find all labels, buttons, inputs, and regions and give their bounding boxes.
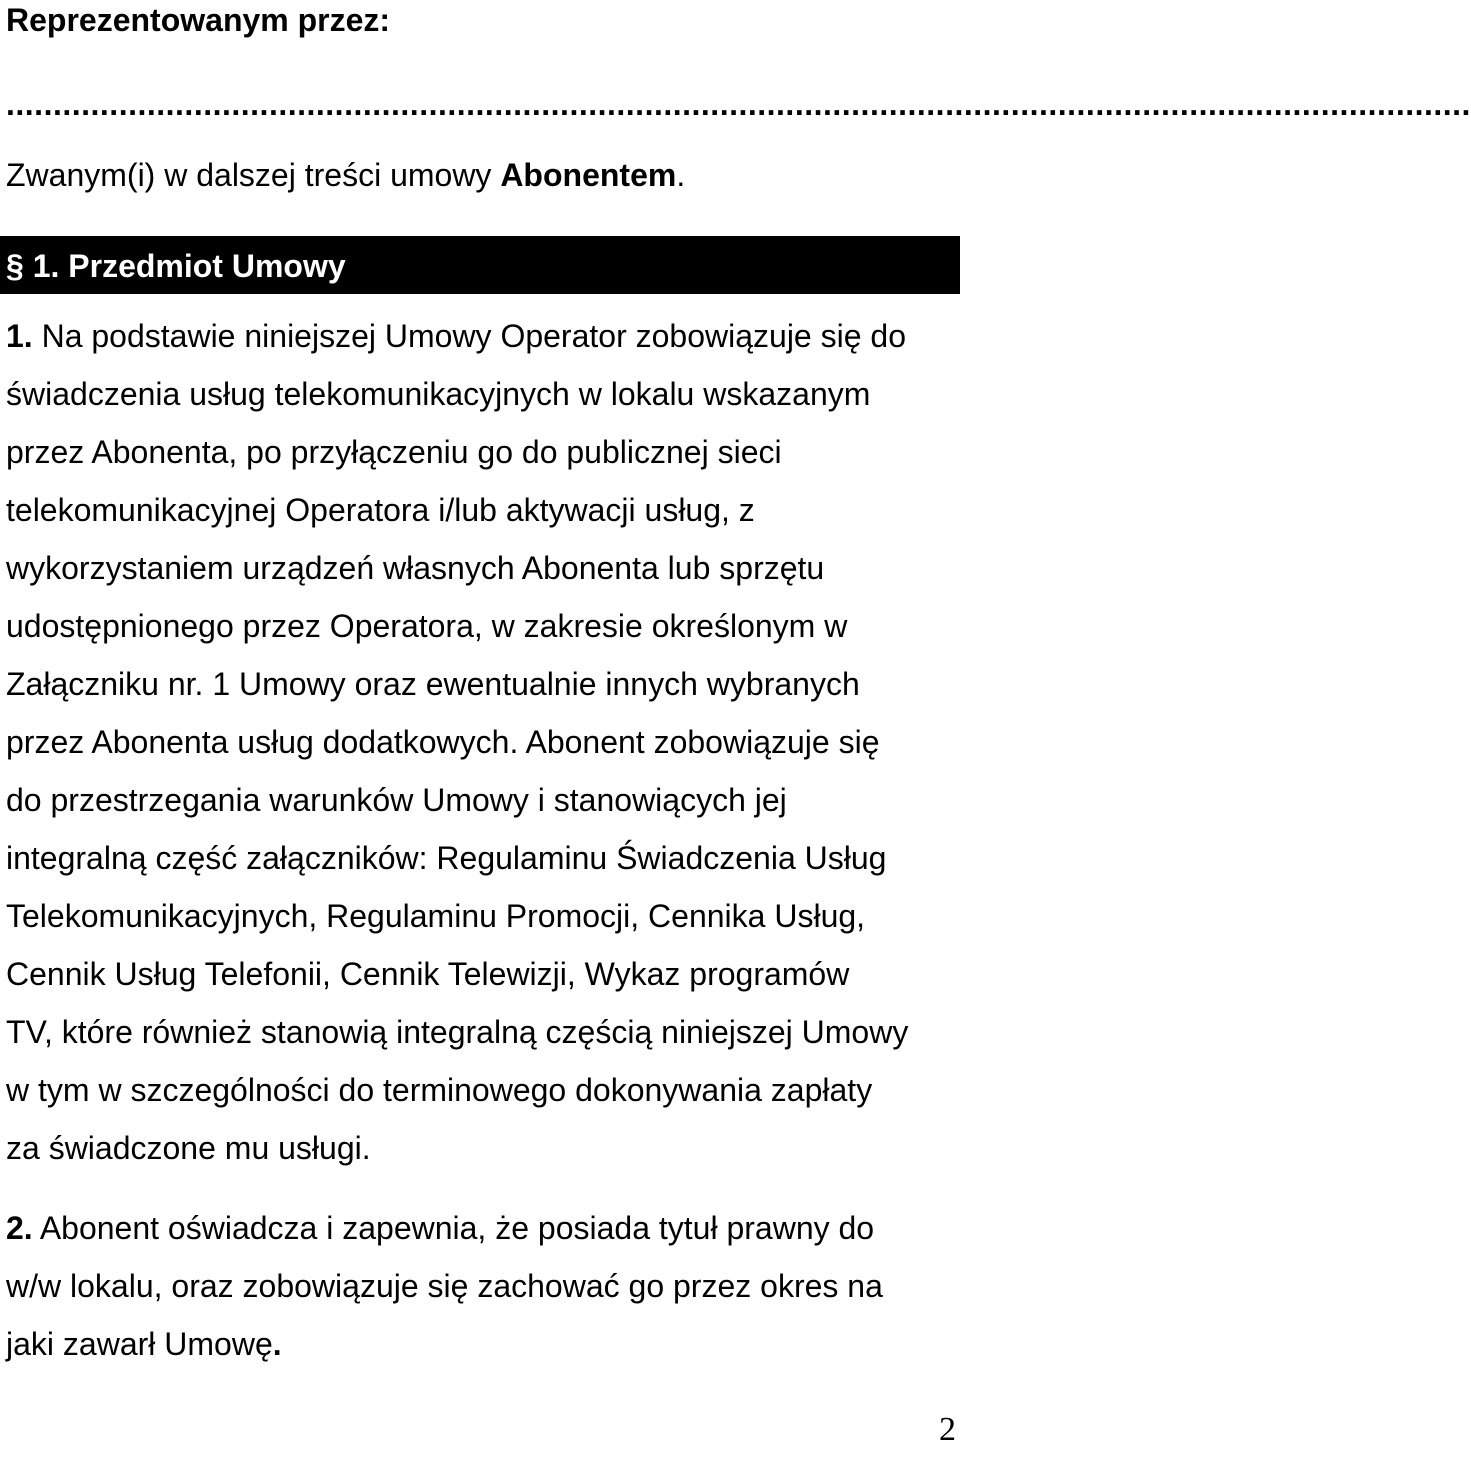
- paragraph1-line: TV, które również stanowią integralną częścią niniejszej Umowy: [6, 1014, 909, 1050]
- paragraph1-line: wykorzystaniem urządzeń własnych Abonenta lub sprzętu: [6, 550, 825, 586]
- paragraph2-end-mark: .: [272, 1326, 282, 1362]
- paragraph1-line: telekomunikacyjnej Operatora i/lub aktywacji usług, z: [6, 492, 755, 528]
- paragraph1-line: przez Abonenta, po przyłączeniu go do publicznej sieci: [6, 434, 782, 470]
- paragraph1-line: Cennik Usług Telefonii, Cennik Telewizji, Wykaz programów: [6, 956, 850, 992]
- paragraph1-line: integralną część załączników: Regulaminu Świadczenia Usług: [6, 840, 887, 876]
- paragraph1-number: 1.: [6, 318, 33, 354]
- section-heading-bar: [0, 236, 960, 294]
- paragraph2-text: Abonent oświadcza i zapewnia, że posiada tytuł prawny do: [32, 1210, 875, 1246]
- signature-dotted-line: ............................................................................................................................................................: [6, 86, 1471, 122]
- section-title: 1. Przedmiot Umowy: [23, 248, 346, 284]
- section-heading: [6, 246, 346, 286]
- paragraph1-line: za świadczone mu usługi.: [6, 1130, 371, 1166]
- called-statement: [6, 155, 685, 195]
- paragraph2-text: jaki zawarł Umowę: [6, 1326, 273, 1362]
- paragraph1-line: świadczenia usług telekomunikacyjnych w lokalu wskazanym: [6, 376, 871, 412]
- paragraph1-text: Na podstawie niniejszej Umowy Operator zobowiązuje się do: [32, 318, 906, 354]
- paragraph1-line: Telekomunikacyjnych, Regulaminu Promocji, Cennika Usług,: [6, 898, 866, 934]
- paragraph2-line: w/w lokalu, oraz zobowiązuje się zachować go przez okres na: [6, 1268, 883, 1304]
- paragraph1-line: do przestrzegania warunków Umowy i stanowiących jej: [6, 782, 787, 818]
- paragraph2-number: 2.: [6, 1210, 33, 1246]
- represented-by-label: Reprezentowanym przez:: [6, 2, 391, 38]
- paragraph1-line: przez Abonenta usług dodatkowych. Abonent zobowiązuje się: [6, 724, 880, 760]
- section-symbol: §: [6, 248, 24, 284]
- called-prefix: Zwanym(i) w dalszej treści umowy: [6, 157, 501, 193]
- paragraph2-line: [6, 1208, 874, 1248]
- paragraph1-line: w tym w szczególności do terminowego dokonywania zapłaty: [6, 1072, 873, 1108]
- called-suffix: .: [676, 157, 686, 193]
- paragraph1-line: Załączniku nr. 1 Umowy oraz ewentualnie innych wybranych: [6, 666, 860, 702]
- page-number: 2: [939, 1411, 956, 1448]
- paragraph1-line: [6, 316, 906, 356]
- paragraph2-line: [6, 1324, 282, 1364]
- paragraph1-line: udostępnionego przez Operatora, w zakresie określonym w: [6, 608, 848, 644]
- called-name: Abonentem: [500, 157, 677, 193]
